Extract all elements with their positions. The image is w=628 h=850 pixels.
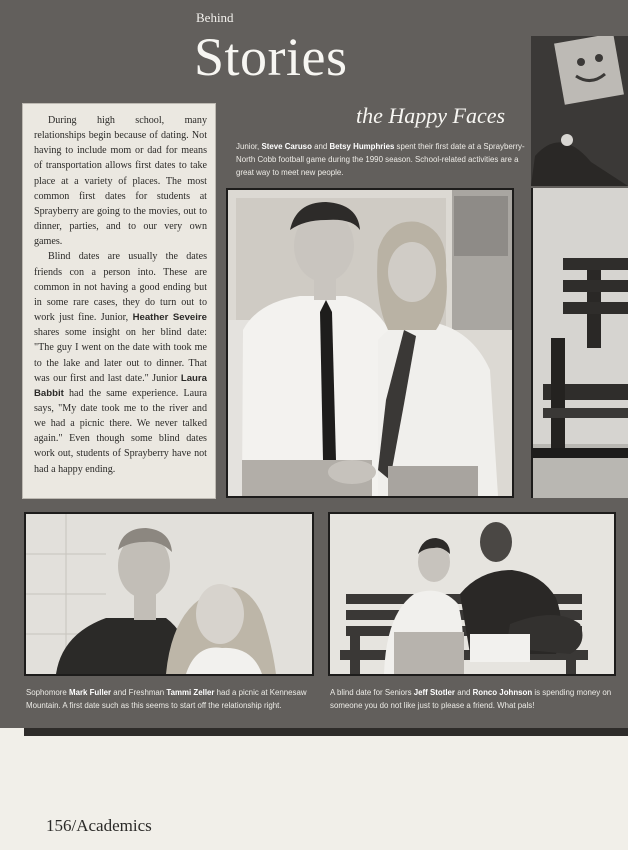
story-text: shares some insight on her blind date: "The guy I went on the date with took me to the lake and later out to dinner. That was our first and last date." Junior bbox=[34, 327, 207, 384]
photo-right-strip-pumpkin bbox=[531, 36, 628, 186]
student-name: Jeff Stotler bbox=[413, 688, 455, 697]
story-text: Blind dates are usually the dates friends con a person into. These are common in not having a good ending but in some rare cases, they do turn out to work just fine. Junior, bbox=[34, 251, 207, 324]
headline-title: Stories bbox=[194, 27, 348, 87]
story-text: had the same experience. Laura says, "My date took me to the river and we had a picnic there. We never talked again." Even though some blind dates work out, students of Sprayberry have not had a happy ending. bbox=[34, 387, 207, 475]
page-folio: 156/Academics bbox=[46, 816, 152, 835]
caption-text: A blind date for Seniors bbox=[330, 688, 414, 697]
photo-couple-main bbox=[226, 188, 514, 498]
caption-bottom-left bbox=[26, 686, 318, 712]
student-name: Betsy Humphries bbox=[329, 142, 395, 151]
caption-text: and bbox=[311, 142, 330, 151]
caption-text: Sophomore bbox=[26, 688, 69, 697]
caption-text: spent their first date at a Sprayberry-North Cobb football game during the 1990 season. School-related activities are a great way to meet new people. bbox=[236, 142, 525, 177]
photo-fuller-zeller bbox=[24, 512, 314, 676]
story-paragraph-2 bbox=[34, 249, 207, 476]
divider-rule bbox=[24, 728, 628, 736]
caption-text: is spending money on someone you do not like just to please a friend. What pals! bbox=[330, 688, 612, 710]
caption-main-photo bbox=[236, 140, 526, 179]
student-name: Mark Fuller bbox=[69, 688, 112, 697]
caption-text: and bbox=[455, 688, 473, 697]
photo-right-strip-bench bbox=[531, 188, 628, 498]
student-name: Ronco Johnson bbox=[472, 688, 533, 697]
sidebar-story bbox=[22, 103, 216, 499]
student-name: Steve Caruso bbox=[261, 142, 312, 151]
caption-bottom-right bbox=[330, 686, 620, 712]
caption-text: had a picnic at Kennesaw Mountain. A first date such as this seems to start off the relationship right. bbox=[26, 688, 307, 710]
caption-text: Junior, bbox=[236, 142, 262, 151]
headline-kicker: Behind bbox=[196, 10, 234, 25]
student-name: Laura Babbit bbox=[34, 372, 207, 399]
student-name: Heather Seveire bbox=[132, 312, 208, 324]
headline-subtitle: the Happy Faces bbox=[356, 103, 506, 128]
photo-stotler-johnson bbox=[328, 512, 616, 676]
story-paragraph-1: During high school, many relationships begin because of dating. Not having to include mom or dad for means of transportation allows first dates to take place at a variety of places. The most common first dates for students at Sprayberry are going to the movies, out to dinner, parties, and to our very own games. bbox=[34, 115, 207, 248]
student-name: Tammi Zeller bbox=[166, 688, 215, 697]
caption-text: and Freshman bbox=[111, 688, 167, 697]
